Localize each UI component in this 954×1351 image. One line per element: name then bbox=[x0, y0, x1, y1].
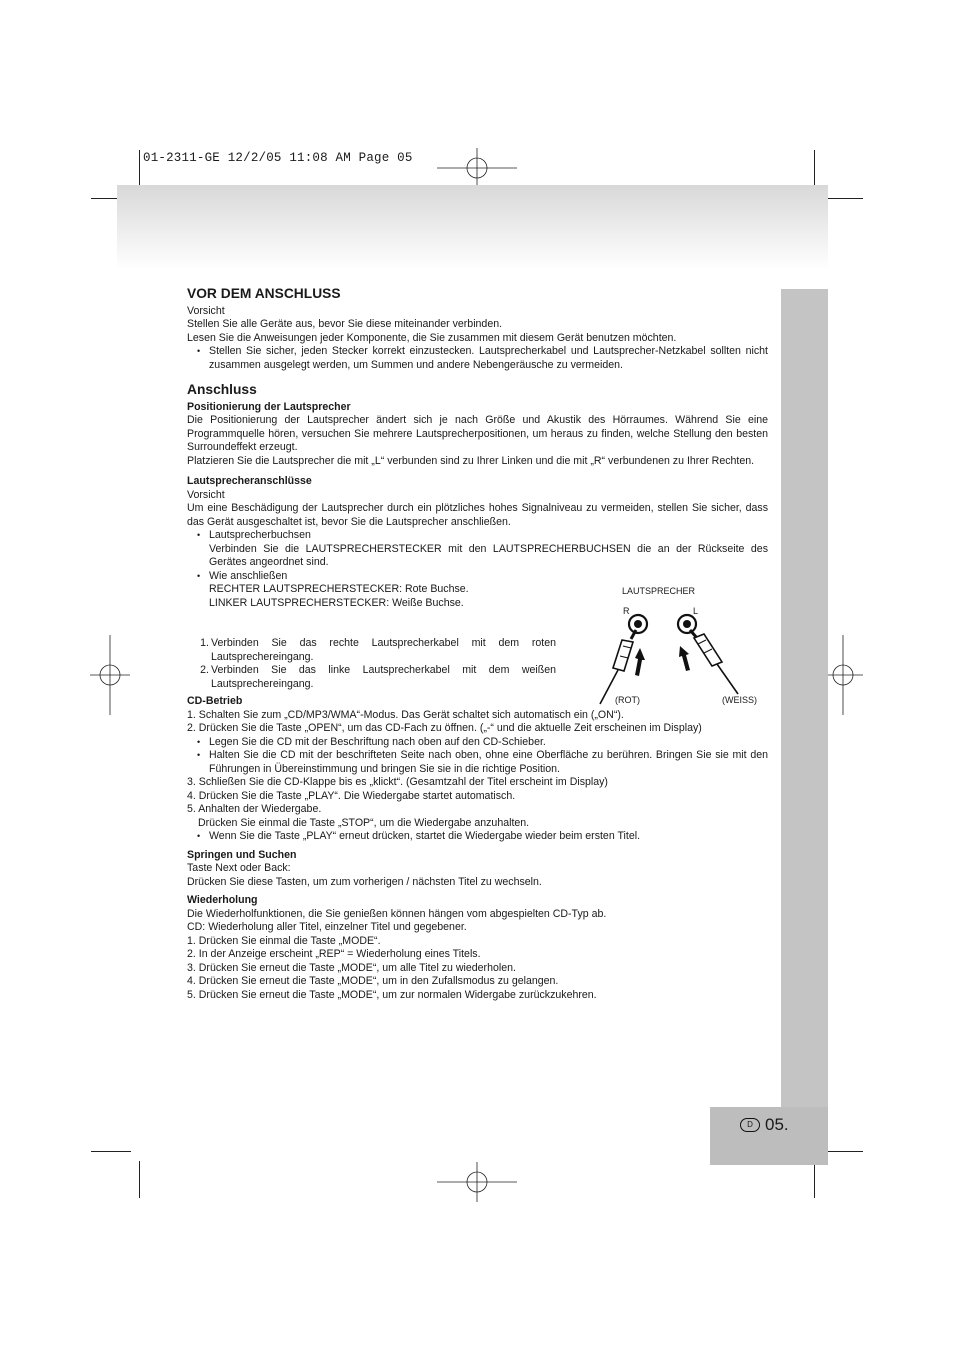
list-item: 1. Drücken Sie einmal die Taste „MODE“. bbox=[187, 934, 381, 947]
registration-mark-right bbox=[823, 635, 863, 715]
plug-drawing bbox=[598, 584, 768, 714]
registration-mark-left bbox=[90, 635, 130, 715]
bullet-item: • Wenn Sie die Taste „PLAY“ erneut drücken, startet die Wiedergabe wieder beim ersten Titel. bbox=[187, 830, 768, 844]
registration-mark-top bbox=[437, 148, 517, 188]
connection-steps bbox=[187, 637, 556, 691]
list-item: 3. Schließen Sie die CD-Klappe bis es „klickt“. (Gesamtzahl der Titel erscheint im Display) bbox=[187, 776, 608, 788]
page-number-text: 05. bbox=[765, 1115, 789, 1134]
figure-label-white: (WEISS) bbox=[722, 695, 757, 705]
bullet-item: • Legen Sie die CD mit der Beschriftung nach oben auf den CD-Schieber. bbox=[187, 736, 768, 750]
crop-mark bbox=[823, 1151, 863, 1152]
body-text: Um eine Beschädigung der Lautsprecher durch ein plötzliches hohes Signalniveau zu vermeiden, stellen Sie sicher, dass das Gerät ausgeschaltet ist, bevor Sie die Lautsprecher anschließen. bbox=[187, 502, 768, 528]
plug-right-body bbox=[613, 640, 633, 671]
body-text: Platzieren Sie die Lautsprecher die mit „L“ verbunden sind zu Ihrer Linken und die mit „R“ verbundenen zu Ihrer Rechten. bbox=[187, 454, 755, 467]
caution-label: Vorsicht bbox=[187, 488, 225, 501]
crop-mark bbox=[139, 1161, 140, 1198]
body-text: CD: Wiederholung aller Titel, einzelner Titel und gegebener. bbox=[187, 921, 467, 933]
crop-mark bbox=[139, 150, 140, 187]
list-item: 3. Drücken Sie erneut die Taste „MODE“, um alle Titel zu wiederholen. bbox=[187, 961, 516, 974]
bullet-item: • Wie anschließen bbox=[187, 570, 768, 584]
body-text: Drücken Sie einmal die Taste „STOP“, um die Wiedergabe anzuhalten. bbox=[198, 816, 530, 829]
list-item: 2. In der Anzeige erscheint „REP“ = Wiederholung eines Titels. bbox=[187, 948, 481, 960]
figure-label-red: (ROT) bbox=[615, 695, 640, 705]
print-slug: 01-2311-GE 12/2/05 11:08 AM Page 05 bbox=[143, 151, 413, 165]
registration-mark-bottom bbox=[437, 1162, 517, 1202]
list-item: 4. Drücken Sie erneut die Taste „MODE“, um in den Zufallsmodus zu gelangen. bbox=[187, 975, 559, 987]
subheading-repeat: Wiederholung bbox=[187, 894, 258, 906]
cable-right bbox=[600, 670, 618, 704]
body-text: Lesen Sie die Anweisungen jeder Komponente, die Sie zusammen mit diesem Gerät benutzen möchten. bbox=[187, 331, 677, 344]
header-band bbox=[117, 185, 828, 270]
subheading-positioning: Positionierung der Lautsprecher bbox=[187, 400, 351, 413]
caution-label: Vorsicht bbox=[187, 304, 225, 317]
language-badge: D bbox=[740, 1118, 760, 1132]
body-text: Taste Next oder Back: bbox=[187, 862, 291, 874]
body-text: Drücken Sie diese Tasten, um zum vorherigen / nächsten Titel zu wechseln. bbox=[187, 875, 542, 888]
section-title-before-connection: VOR DEM ANSCHLUSS bbox=[187, 286, 341, 301]
section-title-connection: Anschluss bbox=[187, 382, 257, 397]
list-item: 4. Drücken Sie die Taste „PLAY“. Die Wiedergabe startet automatisch. bbox=[187, 789, 516, 802]
list-item: 5. Anhalten der Wiedergabe. bbox=[187, 803, 322, 815]
bullet-item: • Stellen Sie sicher, jeden Stecker korrekt einzustecken. Lautsprecherkabel und Lautsprecher-Netzkabel sollten nicht zusammen ausgelegt werden, um Summen und andere Nebengeräusche zu vermeiden. bbox=[187, 345, 768, 372]
body-text: Stellen Sie alle Geräte aus, bevor Sie diese miteinander verbinden. bbox=[187, 318, 503, 330]
side-strip bbox=[781, 289, 828, 1107]
list-item: 2. Verbinden Sie das linke Lautsprecherkabel mit dem weißen Lautsprechereingang. bbox=[200, 664, 556, 690]
crop-mark bbox=[91, 1151, 131, 1152]
arrow-right bbox=[635, 648, 645, 676]
crop-mark bbox=[814, 1161, 815, 1198]
list-item: 1. Schalten Sie zum „CD/MP3/WMA“-Modus. Das Gerät schaltet sich automatisch ein („ON“). bbox=[187, 708, 624, 721]
body-text: Die Positionierung der Lautsprecher ändert sich je nach Größe und Akustik des Hörraumes. Während Sie eine Programmquelle hören, versuchen Sie mehrere Lautsprecherpositionen, um heraus zu finden, welche Stellung den besten Surroundeffekt erzeugt. bbox=[187, 414, 768, 453]
bullet-item: • Lautsprecherbuchsen bbox=[187, 529, 768, 543]
subheading-cd-operation: CD-Betrieb bbox=[187, 695, 243, 707]
page-number bbox=[740, 1115, 789, 1135]
body-text: RECHTER LAUTSPRECHERSTECKER: Rote Buchse. bbox=[209, 583, 469, 595]
jack-left-inner bbox=[683, 620, 691, 628]
cable-left bbox=[717, 664, 738, 694]
list-item: 1. Verbinden Sie das rechte Lautsprecherkabel mit dem roten Lautsprechereingang. bbox=[200, 637, 556, 663]
body-text: LINKER LAUTSPRECHERSTECKER: Weiße Buchse. bbox=[209, 596, 464, 609]
list-item: 5. Drücken Sie erneut die Taste „MODE“, um zur normalen Widergabe zurückzukehren. bbox=[187, 988, 597, 1001]
plug-left-body bbox=[694, 634, 722, 666]
arrow-left bbox=[679, 646, 690, 671]
figure-title: LAUTSPRECHER bbox=[622, 586, 696, 596]
subheading-skip-search: Springen und Suchen bbox=[187, 848, 297, 861]
body-text: Die Wiederholfunktionen, die Sie genießen können hängen vom abgespielten CD-Typ ab. bbox=[187, 907, 607, 920]
speaker-plug-figure bbox=[598, 584, 768, 714]
crop-mark bbox=[823, 198, 863, 199]
figure-label-r: R bbox=[623, 606, 630, 616]
subheading-speaker-connections: Lautsprecheranschlüsse bbox=[187, 475, 312, 487]
figure-label-l: L bbox=[693, 606, 699, 616]
jack-right-inner bbox=[634, 620, 642, 628]
body-text: Verbinden Sie die LAUTSPRECHERSTECKER mit den LAUTSPRECHERBUCHSEN die an der Rückseite des Gerätes angeordnet sind. bbox=[209, 542, 768, 568]
bullet-item: • Halten Sie die CD mit der beschrifteten Seite nach oben, ohne eine Oberfläche zu berühren. Bringen Sie sie mit den Führungen in Übereinstimmung und bringen Sie sie in die richtige Position. bbox=[187, 749, 768, 776]
crop-mark bbox=[814, 150, 815, 187]
list-item: 2. Drücken Sie die Taste „OPEN“, um das CD-Fach zu öffnen. („-“ und die aktuelle Zeit erscheinen im Display) bbox=[187, 722, 702, 734]
